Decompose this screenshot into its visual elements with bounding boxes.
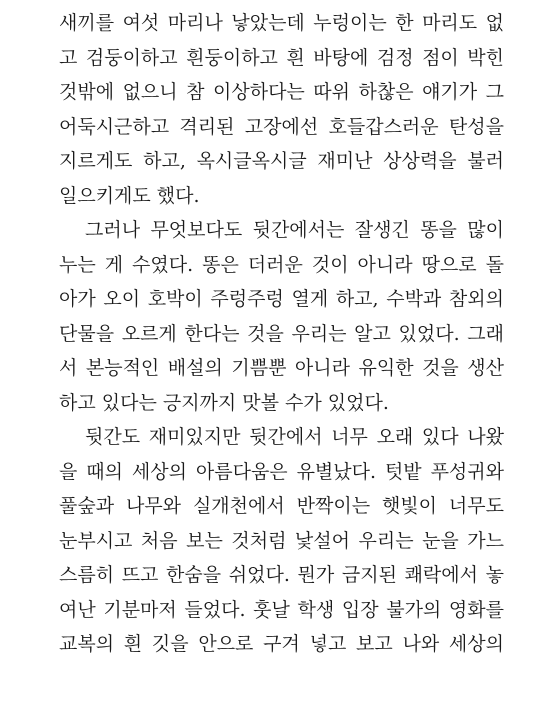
paragraph-2 xyxy=(59,213,504,420)
paragraph-1 xyxy=(59,6,504,213)
text-line: 교복의 흰 깃을 안으로 구겨 넣고 보고 나와 세상의 xyxy=(59,633,504,655)
text-line: 일으키게도 했다. xyxy=(59,184,200,207)
text-line: 하고 있다는 긍지까지 맛볼 수가 있었다. xyxy=(59,391,389,414)
text-line: 스름히 뜨고 한숨을 쉬었다. 뭔가 금지된 쾌락에서 놓 xyxy=(59,564,504,586)
text-line: 서 본능적인 배설의 기쁨뿐 아니라 유익한 것을 생산 xyxy=(59,357,504,379)
text-line: 을 때의 세상의 아름다움은 유별났다. 텃밭 푸성귀와 xyxy=(59,460,504,483)
body-text xyxy=(59,6,504,662)
text-line: 단물을 오르게 한다는 것을 우리는 알고 있었다. 그래 xyxy=(59,322,504,345)
text-line: 지르게도 하고, 옥시글옥시글 재미난 상상력을 불러 xyxy=(59,150,504,172)
text-line: 여난 기분마저 들었다. 훗날 학생 입장 불가의 영화를 xyxy=(59,598,504,621)
text-line: 것밖에 없으니 참 이상하다는 따위 하찮은 얘기가 그 xyxy=(59,81,504,103)
text-line: 눈부시고 처음 보는 것처럼 낯설어 우리는 눈을 가느 xyxy=(59,529,504,552)
text-line: 누는 게 수였다. 똥은 더러운 것이 아니라 땅으로 돌 xyxy=(59,253,504,276)
text-line: 뒷간도 재미있지만 뒷간에서 너무 오래 있다 나왔 xyxy=(85,426,504,448)
text-line: 어둑시근하고 격리된 고장에선 호들갑스러운 탄성을 xyxy=(59,115,504,138)
text-line: 아가 오이 호박이 주렁주렁 열게 하고, 수박과 참외의 xyxy=(59,288,504,310)
text-line: 고 검둥이하고 흰둥이하고 흰 바탕에 검정 점이 박힌 xyxy=(59,46,504,69)
paragraph-3 xyxy=(59,420,504,662)
text-line: 그러나 무엇보다도 뒷간에서는 잘생긴 똥을 많이 xyxy=(85,219,504,241)
text-line: 풀숲과 나무와 실개천에서 반짝이는 햇빛이 너무도 xyxy=(59,495,504,517)
text-line: 새끼를 여섯 마리나 낳았는데 누렁이는 한 마리도 없 xyxy=(59,12,504,34)
